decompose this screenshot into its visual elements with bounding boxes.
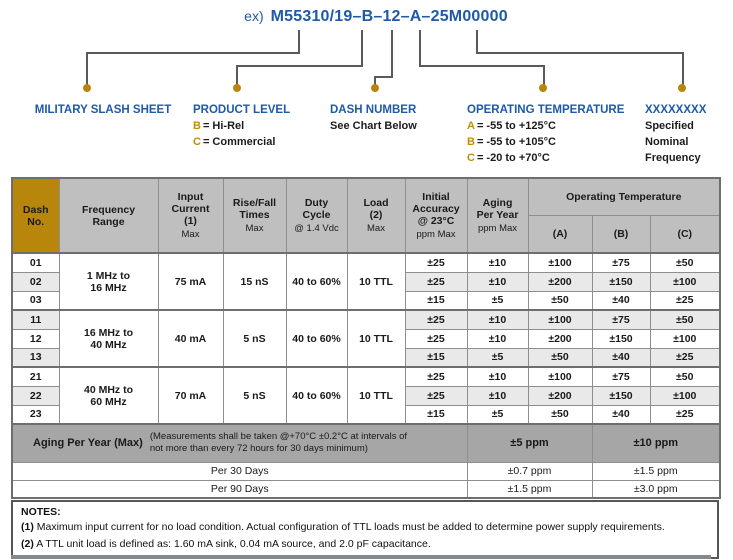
option-code: C xyxy=(467,152,475,164)
per-30-value-right: ±1.5 ppm xyxy=(592,462,720,480)
temp-a-cell: ±50 xyxy=(528,291,592,310)
temp-b-cell: ±75 xyxy=(592,310,650,329)
temp-a-cell: ±50 xyxy=(528,405,592,424)
frequency-cell: 16 MHz to 40 MHz xyxy=(59,310,158,367)
option-desc: = -20 to +70°C xyxy=(476,152,550,164)
accuracy-cell: ±15 xyxy=(405,405,467,424)
temp-c-cell: ±25 xyxy=(650,348,720,367)
frequency-cell: 40 MHz to 60 MHz xyxy=(59,367,158,424)
connector-line xyxy=(419,30,421,67)
aging-cell: ±5 xyxy=(467,291,528,310)
field-label: XXXXXXXX xyxy=(645,104,707,116)
aging-cell: ±10 xyxy=(467,329,528,348)
per-30-value-left: ±0.7 ppm xyxy=(467,462,592,480)
option-code: B xyxy=(467,136,475,148)
option-line xyxy=(467,118,624,134)
part-number: M55310/19–B–12–A–25M00000 xyxy=(270,8,508,25)
col-header-temp-a: (A) xyxy=(528,215,592,253)
temp-b-cell: ±75 xyxy=(592,253,650,272)
temp-c-cell: ±50 xyxy=(650,310,720,329)
temp-a-cell: ±100 xyxy=(528,367,592,386)
option-desc: = Commercial xyxy=(202,136,276,148)
temp-a-cell: ±200 xyxy=(528,329,592,348)
example-prefix: ex) xyxy=(244,8,264,24)
aging-cell: ±10 xyxy=(467,253,528,272)
aging-note: (Measurements shall be taken @+70°C ±0.2°C at intervals of not more than every 72 hours for 30 days minimum) xyxy=(149,431,408,455)
option-code: A xyxy=(467,120,475,132)
aging-cell: ±10 xyxy=(467,310,528,329)
option-line xyxy=(467,150,624,166)
field-label: PRODUCT LEVEL xyxy=(193,104,291,116)
accuracy-cell: ±15 xyxy=(405,291,467,310)
option-code: C xyxy=(193,136,201,148)
temp-b-cell: ±150 xyxy=(592,272,650,291)
field-subtitle: Nominal xyxy=(645,136,689,148)
temp-c-cell: ±50 xyxy=(650,367,720,386)
temp-b-cell: ±75 xyxy=(592,367,650,386)
connector-line xyxy=(374,76,393,78)
temp-b-cell: ±150 xyxy=(592,329,650,348)
connector-dot xyxy=(539,84,547,92)
temp-a-cell: ±200 xyxy=(528,386,592,405)
load-cell: 10 TTL xyxy=(347,367,405,424)
col-header-aging-per-year: Aging Per Year ppm Max xyxy=(467,178,528,253)
col-header-temp-b: (B) xyxy=(592,215,650,253)
field-subtitle: Specified xyxy=(645,120,694,132)
col-header-initial-accuracy: Initial Accuracy @ 23°C ppm Max xyxy=(405,178,467,253)
note-text: Maximum input current for no load condition. Actual configuration of TTL loads must be added to determine power supply requirements. xyxy=(36,521,665,533)
accuracy-cell: ±25 xyxy=(405,367,467,386)
accuracy-cell: ±15 xyxy=(405,348,467,367)
per-90-value-right: ±3.0 ppm xyxy=(592,480,720,498)
part-number-example xyxy=(244,8,508,26)
temp-b-cell: ±40 xyxy=(592,291,650,310)
field-subtitle: See Chart Below xyxy=(330,120,417,132)
spec-table xyxy=(11,177,721,499)
option-code: B xyxy=(193,120,201,132)
per-90-days-row xyxy=(12,480,720,498)
field-label: OPERATING TEMPERATURE xyxy=(467,104,625,116)
connector-line xyxy=(298,30,300,54)
field-label: MILITARY SLASH SHEET xyxy=(34,104,172,116)
dash-cell: 02 xyxy=(12,272,59,291)
notes-box xyxy=(11,500,719,559)
rise-fall-cell: 15 nS xyxy=(223,253,286,310)
dash-cell: 23 xyxy=(12,405,59,424)
load-cell: 10 TTL xyxy=(347,310,405,367)
aging-value-right: ±10 ppm xyxy=(592,424,720,462)
field-subtitle: Frequency xyxy=(645,152,701,164)
dash-cell: 13 xyxy=(12,348,59,367)
field-nominal-frequency xyxy=(645,103,706,166)
temp-a-cell: ±50 xyxy=(528,348,592,367)
aging-cell: ±10 xyxy=(467,367,528,386)
aging-cell: ±10 xyxy=(467,386,528,405)
connector-dot xyxy=(83,84,91,92)
field-dash-number xyxy=(330,103,417,134)
temp-b-cell: ±150 xyxy=(592,386,650,405)
connector-line xyxy=(543,65,545,86)
col-header-frequency-range: Frequency Range xyxy=(59,178,158,253)
accuracy-cell: ±25 xyxy=(405,329,467,348)
connector-line xyxy=(682,52,684,86)
connector-dot xyxy=(678,84,686,92)
temp-c-cell: ±100 xyxy=(650,272,720,291)
accuracy-cell: ±25 xyxy=(405,310,467,329)
rise-fall-cell: 5 nS xyxy=(223,367,286,424)
aging-cell: ±10 xyxy=(467,272,528,291)
col-header-rise-fall: Rise/Fall Times Max xyxy=(223,178,286,253)
frequency-cell: 1 MHz to 16 MHz xyxy=(59,253,158,310)
table-row xyxy=(12,367,720,386)
note-number: (1) xyxy=(21,521,34,533)
field-product-level xyxy=(193,103,290,150)
per-90-value-left: ±1.5 ppm xyxy=(467,480,592,498)
col-header-dash-no: Dash No. xyxy=(12,178,59,253)
field-operating-temperature xyxy=(467,103,624,166)
connector-line xyxy=(361,30,363,67)
option-line xyxy=(467,134,624,150)
duty-cycle-cell: 40 to 60% xyxy=(286,367,347,424)
note-line xyxy=(21,519,709,536)
connector-line xyxy=(476,30,478,54)
accuracy-cell: ±25 xyxy=(405,386,467,405)
connector-dot xyxy=(371,84,379,92)
temp-c-cell: ±100 xyxy=(650,329,720,348)
per-30-days-row xyxy=(12,462,720,480)
connector-dot xyxy=(233,84,241,92)
aging-label-cell xyxy=(12,424,467,462)
temp-a-cell: ±200 xyxy=(528,272,592,291)
option-desc: = -55 to +125°C xyxy=(476,120,556,132)
option-line xyxy=(193,118,290,134)
duty-cycle-cell: 40 to 60% xyxy=(286,310,347,367)
field-label: DASH NUMBER xyxy=(330,104,417,116)
col-header-duty-cycle: Duty Cycle @ 1.4 Vdc xyxy=(286,178,347,253)
temp-a-cell: ±100 xyxy=(528,253,592,272)
aging-label: Aging Per Year (Max) xyxy=(33,437,143,450)
note-text: A TTL unit load is defined as: 1.60 mA sink, 0.04 mA source, and 2.0 pF capacitance. xyxy=(36,537,431,550)
aging-value-left: ±5 ppm xyxy=(467,424,592,462)
input-current-cell: 70 mA xyxy=(158,367,223,424)
aging-cell: ±5 xyxy=(467,405,528,424)
notes-heading: NOTES: xyxy=(21,506,61,518)
dash-cell: 12 xyxy=(12,329,59,348)
option-desc: = Hi-Rel xyxy=(202,120,245,132)
input-current-cell: 75 mA xyxy=(158,253,223,310)
input-current-cell: 40 mA xyxy=(158,310,223,367)
temp-b-cell: ±40 xyxy=(592,405,650,424)
aging-per-year-row xyxy=(12,424,720,462)
option-desc: = -55 to +105°C xyxy=(476,136,556,148)
load-cell: 10 TTL xyxy=(347,253,405,310)
duty-cycle-cell: 40 to 60% xyxy=(286,253,347,310)
connector-line xyxy=(236,65,238,86)
rise-fall-cell: 5 nS xyxy=(223,310,286,367)
connector-line xyxy=(476,52,684,54)
connector-line xyxy=(236,65,363,67)
per-90-label: Per 90 Days xyxy=(12,480,467,498)
col-header-operating-temperature: Operating Temperature xyxy=(528,178,720,215)
temp-c-cell: ±50 xyxy=(650,253,720,272)
dash-cell: 01 xyxy=(12,253,59,272)
dash-cell: 21 xyxy=(12,367,59,386)
aging-cell: ±5 xyxy=(467,348,528,367)
temp-c-cell: ±25 xyxy=(650,291,720,310)
temp-a-cell: ±100 xyxy=(528,310,592,329)
temp-c-cell: ±25 xyxy=(650,405,720,424)
accuracy-cell: ±25 xyxy=(405,253,467,272)
accuracy-cell: ±25 xyxy=(405,272,467,291)
connector-line xyxy=(86,52,300,54)
per-30-label: Per 30 Days xyxy=(12,462,467,480)
col-header-temp-c: (C) xyxy=(650,215,720,253)
option-line xyxy=(193,134,290,150)
dash-cell: 03 xyxy=(12,291,59,310)
connector-line xyxy=(419,65,545,67)
connector-line xyxy=(391,30,393,78)
table-row xyxy=(12,253,720,272)
page-bottom-rule xyxy=(11,555,711,559)
col-header-input-current: Input Current (1) Max xyxy=(158,178,223,253)
dash-cell: 11 xyxy=(12,310,59,329)
temp-c-cell: ±100 xyxy=(650,386,720,405)
connector-line xyxy=(86,52,88,86)
col-header-load: Load (2) Max xyxy=(347,178,405,253)
temp-b-cell: ±40 xyxy=(592,348,650,367)
note-number: (2) xyxy=(21,537,34,550)
field-military-slash-sheet xyxy=(10,103,196,118)
note-line xyxy=(21,536,709,553)
dash-cell: 22 xyxy=(12,386,59,405)
table-row xyxy=(12,310,720,329)
